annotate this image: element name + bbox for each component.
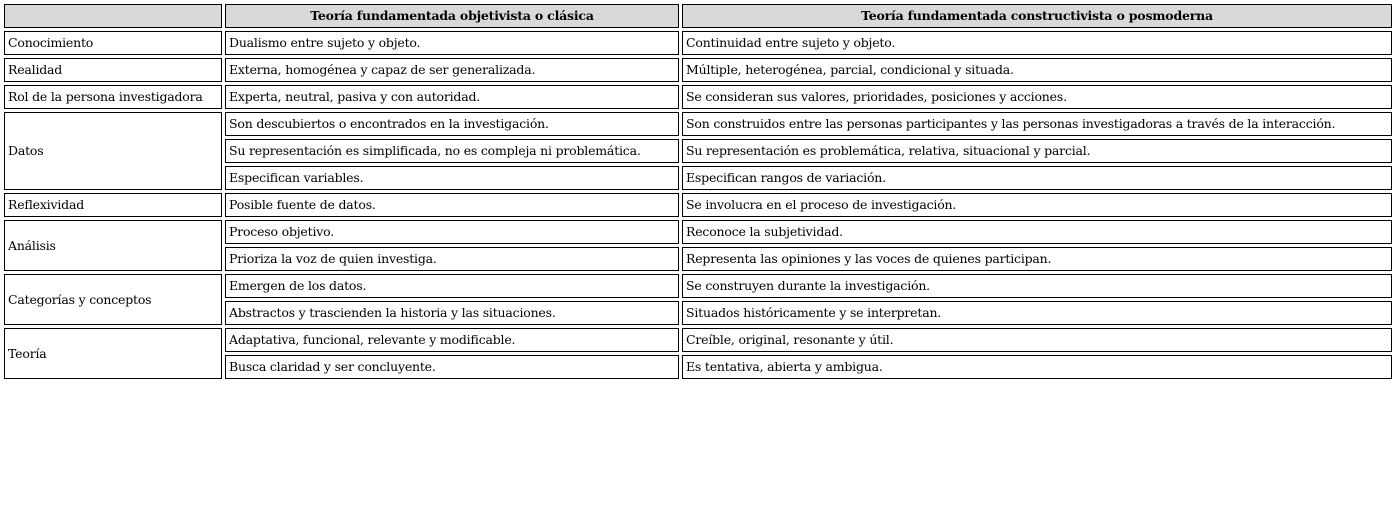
objectivist-cell: Su representación es simplificada, no es compleja ni problemática. (225, 139, 679, 163)
comparison-table-container (4, 4, 1395, 382)
row-category-label: Realidad (4, 58, 222, 82)
constructivist-cell: Situados históricamente y se interpretan. (682, 301, 1392, 325)
header-row (4, 4, 1392, 28)
objectivist-cell: Posible fuente de datos. (225, 193, 679, 217)
objectivist-cell: Dualismo entre sujeto y objeto. (225, 31, 679, 55)
table-row (4, 274, 1392, 298)
row-category-label: Análisis (4, 220, 222, 271)
table-row (4, 193, 1392, 217)
row-category-label: Rol de la persona investigadora (4, 85, 222, 109)
table-row (4, 220, 1392, 244)
constructivist-cell: Se construyen durante la investigación. (682, 274, 1392, 298)
constructivist-cell: Especifican rangos de variación. (682, 166, 1392, 190)
objectivist-cell: Busca claridad y ser concluyente. (225, 355, 679, 379)
row-category-label: Teoría (4, 328, 222, 379)
objectivist-cell: Especifican variables. (225, 166, 679, 190)
constructivist-cell: Continuidad entre sujeto y objeto. (682, 31, 1392, 55)
table-row (4, 31, 1392, 55)
constructivist-cell: Representa las opiniones y las voces de quienes participan. (682, 247, 1392, 271)
row-category-label: Datos (4, 112, 222, 190)
header-constructivist: Teoría fundamentada constructivista o posmoderna (682, 4, 1392, 28)
constructivist-cell: Es tentativa, abierta y ambigua. (682, 355, 1392, 379)
objectivist-cell: Son descubiertos o encontrados en la investigación. (225, 112, 679, 136)
constructivist-cell: Son construidos entre las personas participantes y las personas investigadoras a través de la interacción. (682, 112, 1392, 136)
table-row (4, 85, 1392, 109)
table-row (4, 112, 1392, 136)
objectivist-cell: Externa, homogénea y capaz de ser generalizada. (225, 58, 679, 82)
objectivist-cell: Experta, neutral, pasiva y con autoridad. (225, 85, 679, 109)
row-category-label: Conocimiento (4, 31, 222, 55)
row-category-label: Reflexividad (4, 193, 222, 217)
table-body (4, 31, 1392, 379)
row-category-label: Categorías y conceptos (4, 274, 222, 325)
objectivist-cell: Proceso objetivo. (225, 220, 679, 244)
header-corner-cell (4, 4, 222, 28)
constructivist-cell: Múltiple, heterogénea, parcial, condicional y situada. (682, 58, 1392, 82)
constructivist-cell: Creíble, original, resonante y útil. (682, 328, 1392, 352)
table-row (4, 58, 1392, 82)
constructivist-cell: Su representación es problemática, relativa, situacional y parcial. (682, 139, 1392, 163)
constructivist-cell: Reconoce la subjetividad. (682, 220, 1392, 244)
objectivist-cell: Adaptativa, funcional, relevante y modificable. (225, 328, 679, 352)
objectivist-cell: Prioriza la voz de quien investiga. (225, 247, 679, 271)
header-objectivist: Teoría fundamentada objetivista o clásica (225, 4, 679, 28)
table-row (4, 328, 1392, 352)
constructivist-cell: Se consideran sus valores, prioridades, posiciones y acciones. (682, 85, 1392, 109)
constructivist-cell: Se involucra en el proceso de investigación. (682, 193, 1392, 217)
objectivist-cell: Emergen de los datos. (225, 274, 679, 298)
comparison-table (1, 1, 1395, 382)
objectivist-cell: Abstractos y trascienden la historia y las situaciones. (225, 301, 679, 325)
